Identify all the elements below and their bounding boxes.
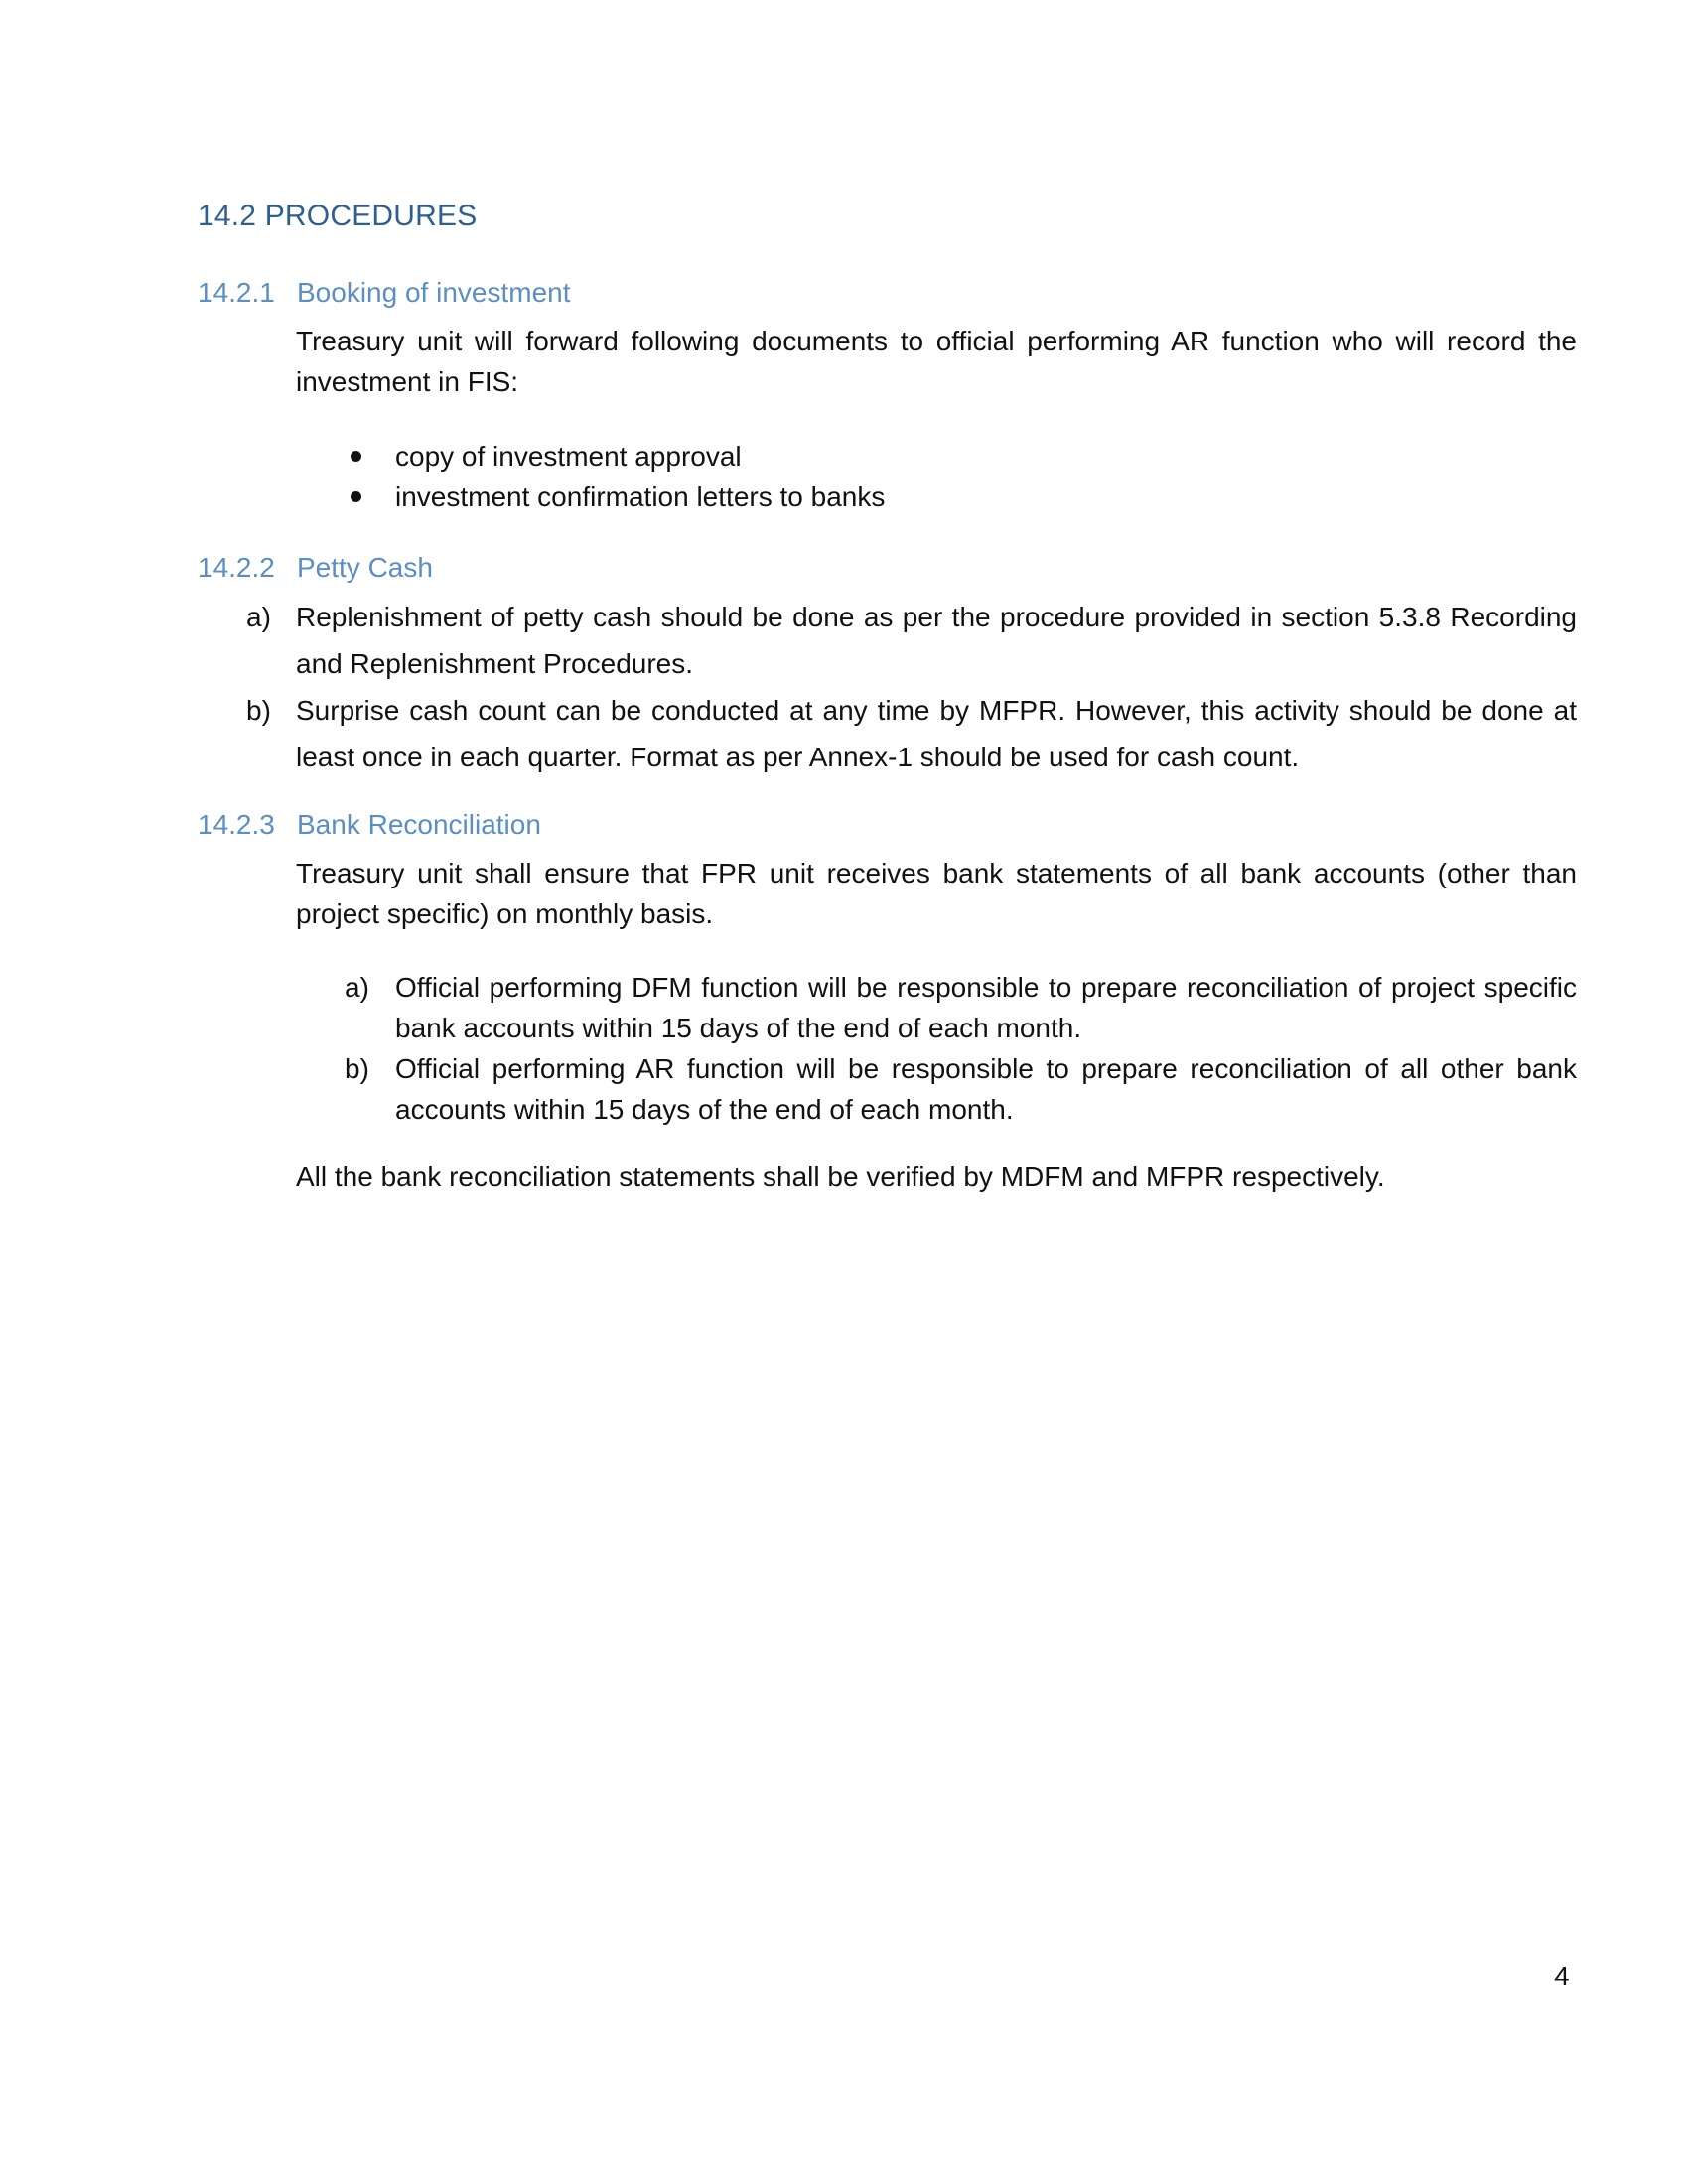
list-item [246, 594, 1577, 687]
subsection-title: Booking of investment [297, 277, 571, 308]
list-item-text: Replenishment of petty cash should be done as per the procedure provided in section 5.3.8 Recording and Replenishment Procedures. [296, 602, 1577, 679]
bank-rec-intro: Treasury unit shall ensure that FPR unit receives bank statements of all bank accounts (other than project specific) on monthly basis. [296, 858, 1577, 929]
list-item-text: Surprise cash count can be conducted at any time by MFPR. However, this activity should be done at least once in each quarter. Format as per Annex-1 should be used for cash count. [296, 695, 1577, 772]
bank-rec-list [345, 967, 1577, 1130]
subsection-number: 14.2.3 [198, 809, 275, 840]
list-marker: b) [246, 695, 271, 726]
booking-bullet-list [338, 436, 885, 517]
subsection-heading-petty-cash [198, 552, 433, 584]
list-marker: a) [345, 972, 369, 1003]
list-marker: b) [345, 1053, 369, 1084]
list-item [345, 1048, 1577, 1130]
subsection-heading-booking [198, 277, 571, 309]
subsection-heading-bank-reconciliation [198, 809, 541, 841]
list-item-text: Official performing AR function will be responsible to prepare reconciliation of all other bank accounts within 15 days of the end of each month. [395, 1053, 1577, 1125]
list-item: investment confirmation letters to banks [338, 477, 885, 517]
subsection-number: 14.2.2 [198, 552, 275, 583]
list-item [246, 687, 1577, 780]
subsection-title: Bank Reconciliation [297, 809, 541, 840]
bank-rec-closing: All the bank reconciliation statements shall be verified by MDFM and MFPR respectively. [296, 1161, 1385, 1192]
booking-intro: Treasury unit will forward following documents to official performing AR function who will record the investment in FIS: [296, 326, 1577, 397]
list-item: copy of investment approval [338, 436, 885, 477]
list-item-text: Official performing DFM function will be responsible to prepare reconciliation of project specific bank accounts within 15 days of the end of each month. [395, 972, 1577, 1043]
petty-cash-list [246, 594, 1577, 780]
page-number: 4 [1554, 1961, 1570, 1991]
subsection-number: 14.2.1 [198, 277, 275, 308]
list-item [345, 967, 1577, 1048]
section-heading: 14.2 PROCEDURES [198, 200, 478, 232]
subsection-title: Petty Cash [297, 552, 433, 583]
list-marker: a) [246, 602, 271, 632]
